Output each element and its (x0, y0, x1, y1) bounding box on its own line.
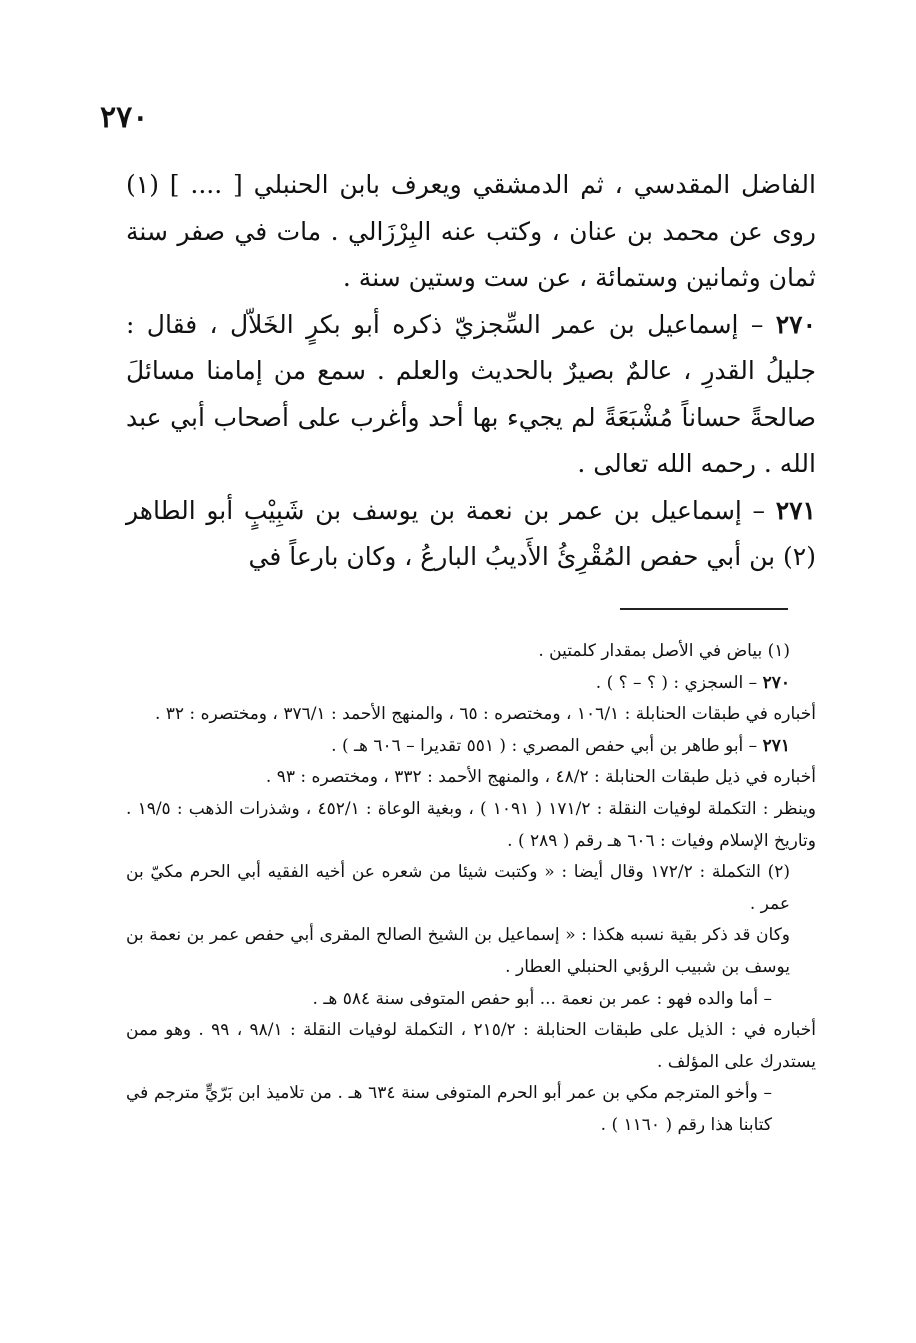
footnote-271-sources: أخباره في ذيل طبقات الحنابلة : ٤٨/٢ ، والمنهج الأحمد : ٣٣٢ ، ومختصره : ٩٣ . (265, 767, 816, 788)
footnote-divider (620, 608, 788, 610)
entry-text: – إسماعيل بن عمر بن نعمة بن يوسف بن شَبِيْبٍ أبو الطاهر (٢) بن أبي حفص المُقْرِئُ الأَديبُ البارعُ ، وكان بارعاً في (126, 495, 816, 571)
entry-text: – إسماعيل بن عمر السِّجزيّ ذكره أبو بكرٍ الخَلاّل ، فقال : جليلُ القدرِ ، عالمٌ بصيرٌ بالحديث والعلم . سمع من إمامنا مسائلَ صالحةً حساناً مُشْبَعَةً لم يجيء بها أحد وأغرب على أصحاب أبي عبد الله . رحمه الله تعالى . (126, 309, 816, 478)
footnote-2-lineage: وكان قد ذكر بقية نسبه هكذا : « إسماعيل بن الشيخ الصالح المقرى أبي حفص عمر بن نعمة بن يوسف بن شبيب الرؤبي الحنبلي العطار . (126, 925, 790, 977)
entry-270 (126, 302, 816, 488)
footnote-2-father: – أما والده فهو : عمر بن نعمة ... أبو حفص المتوفى سنة ٥٨٤ هـ . (312, 988, 772, 1009)
paragraph-continuation: الفاضل المقدسي ، ثم الدمشقي ويعرف بابن الحنبلي [ .... ] (١) روى عن محمد بن عنان ، وكتب عنه البِرْزَالي . مات في صفر سنة ثمان وثمانين وستمائة ، عن ست وستين سنة . (126, 170, 816, 292)
footnote-270-head (126, 668, 816, 700)
entry-number: ٢٧١ (775, 495, 816, 525)
entry-271 (126, 488, 816, 581)
footnote-entry-number: ٢٧١ (762, 735, 790, 756)
footnote-entry-text: – السجزي : ( ؟ – ؟ ) . (595, 672, 758, 693)
page-number: ٢٧٠ (100, 100, 149, 135)
footnote-entry-number: ٢٧٠ (762, 672, 790, 693)
footnote-2-brother: – وأخو المترجم مكي بن عمر أبو الحرم المتوفى سنة ٦٣٤ هـ . من تلاميذ ابن بَرّيٍّ مترجم في كتابنا هذا رقم ( ١١٦٠ ) . (126, 1083, 772, 1135)
footnotes (126, 636, 816, 1142)
footnote-270-sources: أخباره في طبقات الحنابلة : ١٠٦/١ ، ومختصره : ٦٥ ، والمنهج الأحمد : ٣٧٦/١ ، ومختصره : ٣٢ . (154, 704, 816, 725)
footnote-1: (١) بياض في الأصل بمقدار كلمتين . (538, 641, 790, 661)
footnote-271-head (126, 731, 816, 763)
footnote-271-see-also: وينظر : التكملة لوفيات النقلة : ١٧١/٢ ( ١٠٩١ ) ، وبغية الوعاة : ٤٥٢/١ ، وشذرات الذهب : ١٩/٥ . وتاريخ الإسلام وفيات : ٦٠٦ هـ رقم ( ٢٨٩ ) . (126, 798, 817, 851)
footnote-entry-text: – أبو طاهر بن أبي حفص المصري : ( ٥٥١ تقديرا – ٦٠٦ هـ ) . (331, 735, 758, 756)
main-text (126, 162, 816, 581)
entry-number: ٢٧٠ (775, 309, 817, 339)
footnote-2-father-sources: أخباره في : الذيل على طبقات الحنابلة : ٢١٥/٢ ، التكملة لوفيات النقلة : ٩٨/١ ، ٩٩ . وهو ممن يستدرك على المؤلف . (126, 1020, 817, 1072)
footnote-2: (٢) التكملة : ١٧٢/٢ وقال أيضا : « وكتبت شيئا من شعره عن أخيه الفقيه أبي الحرم مكيّ بن عمر . (126, 862, 791, 914)
